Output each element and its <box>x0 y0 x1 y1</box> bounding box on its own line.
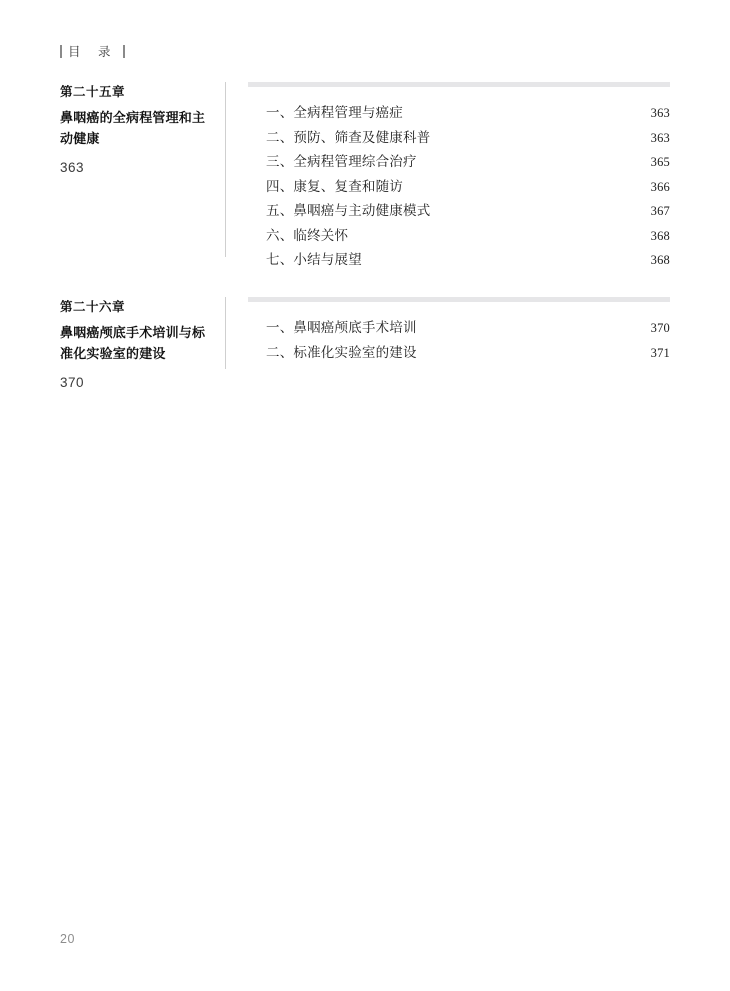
entry-page: 363 <box>650 130 670 145</box>
chapter-block <box>60 297 670 390</box>
chapter-heading <box>60 297 225 390</box>
section-rule <box>248 82 670 87</box>
entry-list <box>248 316 670 365</box>
entry-page: 365 <box>650 155 670 169</box>
page-folio: 20 <box>60 932 75 946</box>
running-head-bar-right <box>123 45 125 58</box>
list-item[interactable] <box>266 150 670 175</box>
entry-label: 二、标准化实验室的建设 <box>266 344 417 360</box>
chapter-entries-panel <box>226 297 670 390</box>
list-item[interactable] <box>266 224 670 249</box>
running-head-bar-left <box>60 45 62 58</box>
entry-label: 一、鼻咽癌颅底手术培训 <box>266 320 417 335</box>
list-item[interactable] <box>266 175 670 200</box>
chapter-entries-panel <box>226 82 670 273</box>
entry-page: 371 <box>650 345 670 360</box>
running-head-label: 目 录 <box>68 45 118 59</box>
entry-page: 366 <box>650 179 670 194</box>
chapter-block <box>60 82 670 273</box>
entry-label: 四、康复、复查和随访 <box>266 178 403 194</box>
list-item[interactable] <box>266 199 670 224</box>
list-item[interactable] <box>266 126 670 151</box>
running-head <box>60 42 125 60</box>
entry-list <box>248 101 670 273</box>
entry-label: 二、预防、筛查及健康科普 <box>266 129 431 145</box>
chapter-heading <box>60 82 225 273</box>
list-item[interactable] <box>266 101 670 126</box>
chapter-number: 第二十五章 <box>60 85 126 99</box>
entry-page: 368 <box>650 228 670 243</box>
chapter-page-number: 363 <box>60 160 85 175</box>
entry-page: 363 <box>650 106 670 120</box>
chapter-title: 鼻咽癌的全病程管理和主动健康 <box>60 110 206 146</box>
entry-label: 七、小结与展望 <box>266 252 362 267</box>
entry-page: 370 <box>650 321 670 335</box>
entry-label: 六、临终关怀 <box>266 227 349 243</box>
chapter-number: 第二十六章 <box>60 300 126 314</box>
entry-label: 三、全病程管理综合治疗 <box>266 154 417 169</box>
chapter-page-number: 370 <box>60 375 85 390</box>
entry-page: 367 <box>650 204 670 218</box>
list-item[interactable] <box>266 316 670 341</box>
entry-page: 368 <box>650 253 670 267</box>
chapter-title: 鼻咽癌颅底手术培训与标准化实验室的建设 <box>60 325 206 361</box>
entry-label: 一、全病程管理与癌症 <box>266 105 403 120</box>
list-item[interactable] <box>266 248 670 273</box>
list-item[interactable] <box>266 341 670 366</box>
section-rule <box>248 297 670 302</box>
entry-label: 五、鼻咽癌与主动健康模式 <box>266 203 431 218</box>
